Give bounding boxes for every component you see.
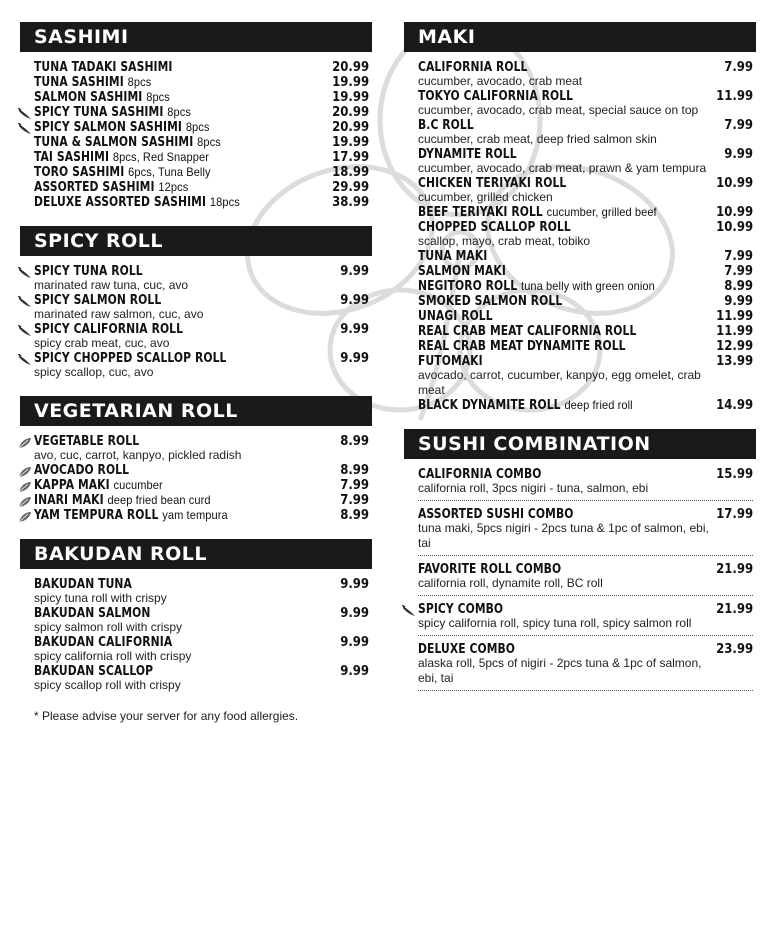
item-title: SALMON SASHIMI — [34, 90, 143, 105]
menu-item — [418, 220, 753, 249]
menu-item — [34, 264, 369, 293]
leaf-icon — [18, 495, 32, 507]
item-name — [34, 293, 161, 308]
section-header: BAKUDAN ROLL — [20, 539, 372, 569]
item-price: 7.99 — [340, 478, 369, 493]
item-price: 7.99 — [724, 60, 753, 75]
menu-item — [418, 249, 753, 264]
item-price: 21.99 — [715, 602, 753, 617]
item-name — [418, 294, 562, 309]
item-price: 8.99 — [340, 463, 369, 478]
item-name — [34, 120, 210, 135]
menu-item — [34, 90, 369, 105]
item-title: AVOCADO ROLL — [34, 463, 130, 478]
item-inline-desc: 8pcs — [146, 90, 170, 104]
section-header: SPICY ROLL — [20, 226, 372, 256]
item-price: 9.99 — [340, 293, 369, 308]
item-title: DELUXE COMBO — [418, 642, 516, 657]
menu-item — [418, 89, 753, 118]
item-desc: spicy salmon roll with crispy — [34, 620, 183, 634]
item-name — [418, 324, 636, 339]
item-title: SPICY CALIFORNIA ROLL — [34, 322, 184, 337]
chili-pepper-icon — [18, 353, 32, 365]
item-title: CALIFORNIA COMBO — [418, 467, 542, 482]
item-desc: cucumber, avocado, crab meat, special sauce on top — [418, 103, 699, 117]
item-title: TUNA TADAKI SASHIMI — [34, 60, 173, 75]
item-price: 29.99 — [331, 180, 369, 195]
item-title: BEEF TERIYAKI ROLL — [418, 205, 543, 220]
menu-item — [34, 434, 369, 463]
menu-item — [418, 602, 753, 636]
item-price: 19.99 — [331, 75, 369, 90]
item-name — [418, 562, 561, 577]
item-inline-desc: 6pcs, Tuna Belly — [128, 165, 211, 179]
chili-pepper-icon — [18, 266, 32, 278]
item-title: BLACK DYNAMITE ROLL — [418, 398, 561, 413]
chili-pepper-icon — [402, 604, 416, 616]
menu-item — [34, 165, 369, 180]
item-name — [34, 478, 163, 493]
item-desc: marinated raw salmon, cuc, avo — [34, 307, 204, 321]
section-header: SASHIMI — [20, 22, 372, 52]
item-price: 20.99 — [331, 60, 369, 75]
item-price: 10.99 — [715, 220, 753, 235]
item-price: 23.99 — [715, 642, 753, 657]
menu-item — [418, 279, 753, 294]
item-name — [34, 606, 150, 621]
item-name — [418, 602, 503, 617]
item-title: SPICY COMBO — [418, 602, 504, 617]
item-title: SMOKED SALMON ROLL — [418, 294, 563, 309]
item-price: 21.99 — [715, 562, 753, 577]
item-name — [418, 89, 573, 104]
menu-section — [404, 22, 756, 413]
item-name — [34, 493, 211, 508]
item-name — [418, 354, 483, 369]
leaf-icon — [18, 436, 32, 448]
item-price: 38.99 — [331, 195, 369, 210]
section-header: VEGETARIAN ROLL — [20, 396, 372, 426]
item-name — [34, 463, 129, 478]
item-title: TUNA MAKI — [418, 249, 488, 264]
item-name — [34, 135, 221, 150]
menu-item — [418, 60, 753, 89]
item-inline-desc: cucumber — [113, 478, 163, 492]
item-name — [34, 322, 183, 337]
menu-item — [418, 118, 753, 147]
item-price: 9.99 — [724, 294, 753, 309]
item-price: 10.99 — [715, 176, 753, 191]
item-title: VEGETABLE ROLL — [34, 434, 140, 449]
item-title: TUNA SASHIMI — [34, 75, 124, 90]
item-price: 17.99 — [715, 507, 753, 522]
item-title: B.C ROLL — [418, 118, 474, 133]
item-desc: cucumber, avocado, crab meat, prawn & yam tempura — [418, 161, 707, 175]
item-title: TUNA & SALMON SASHIMI — [34, 135, 194, 150]
item-name — [418, 398, 633, 413]
item-desc: cucumber, avocado, crab meat — [418, 74, 583, 88]
item-price: 11.99 — [715, 309, 753, 324]
item-title: BAKUDAN SALMON — [34, 606, 151, 621]
menu-section — [20, 539, 372, 693]
item-inline-desc: 8pcs — [197, 135, 221, 149]
menu-item — [34, 508, 369, 523]
menu-item — [418, 507, 753, 556]
item-desc: california roll, 3pcs nigiri - tuna, salmon, ebi — [418, 481, 649, 495]
menu-item — [34, 577, 369, 606]
item-price: 12.99 — [715, 339, 753, 354]
item-price: 19.99 — [331, 90, 369, 105]
item-title: SPICY TUNA ROLL — [34, 264, 143, 279]
menu-item — [34, 606, 369, 635]
item-desc: marinated raw tuna, cuc, avo — [34, 278, 189, 292]
item-name — [34, 90, 170, 105]
item-title: FUTOMAKI — [418, 354, 483, 369]
item-desc: spicy tuna roll with crispy — [34, 591, 167, 605]
item-name — [418, 467, 542, 482]
item-name — [418, 642, 515, 657]
item-desc: avo, cuc, carrot, kanpyo, pickled radish — [34, 448, 242, 462]
item-name — [34, 165, 211, 180]
item-name — [34, 664, 153, 679]
item-name — [34, 195, 240, 210]
item-desc: spicy crab meat, cuc, avo — [34, 336, 170, 350]
item-title: KAPPA MAKI — [34, 478, 110, 493]
item-title: CHICKEN TERIYAKI ROLL — [418, 176, 567, 191]
item-title: CALIFORNIA ROLL — [418, 60, 528, 75]
menu-item — [418, 264, 753, 279]
menu-item — [34, 195, 369, 210]
menu-item — [418, 205, 753, 220]
menu-item — [34, 322, 369, 351]
menu-section — [20, 22, 372, 210]
menu-item — [34, 150, 369, 165]
item-title: SPICY SALMON SASHIMI — [34, 120, 182, 135]
item-name — [418, 205, 657, 220]
item-title: TAI SASHIMI — [34, 150, 110, 165]
item-desc: spicy scallop, cuc, avo — [34, 365, 154, 379]
item-title: SPICY SALMON ROLL — [34, 293, 162, 308]
item-title: SPICY TUNA SASHIMI — [34, 105, 164, 120]
item-inline-desc: deep fried bean curd — [107, 493, 211, 507]
menu-item — [34, 135, 369, 150]
menu-item — [34, 351, 369, 380]
leaf-icon — [18, 465, 32, 477]
item-price: 7.99 — [724, 118, 753, 133]
right-column — [404, 22, 756, 707]
item-title: YAM TEMPURA ROLL — [34, 508, 159, 523]
chili-pepper-icon — [18, 295, 32, 307]
item-name — [34, 351, 226, 366]
item-price: 8.99 — [340, 508, 369, 523]
item-price: 8.99 — [340, 434, 369, 449]
item-title: DELUXE ASSORTED SASHIMI — [34, 195, 207, 210]
menu-section — [20, 226, 372, 380]
menu-section — [404, 429, 756, 691]
item-name — [34, 180, 188, 195]
item-title: BAKUDAN CALIFORNIA — [34, 635, 173, 650]
item-desc: spicy california roll, spicy tuna roll, spicy salmon roll — [418, 616, 692, 630]
item-name — [418, 147, 517, 162]
menu-item — [34, 180, 369, 195]
item-price: 17.99 — [331, 150, 369, 165]
item-inline-desc: tuna belly with green onion — [521, 279, 655, 293]
menu-item — [34, 664, 369, 693]
item-desc: spicy california roll with crispy — [34, 649, 192, 663]
menu-item — [418, 324, 753, 339]
item-name — [418, 249, 487, 264]
item-inline-desc: 8pcs — [127, 75, 152, 89]
menu-item — [418, 398, 753, 413]
item-inline-desc: 18pcs — [209, 195, 240, 209]
item-name — [34, 434, 139, 449]
item-title: FAVORITE ROLL COMBO — [418, 562, 562, 577]
item-name — [34, 508, 228, 523]
item-name — [418, 118, 474, 133]
chili-pepper-icon — [18, 324, 32, 336]
item-desc: cucumber, crab meat, deep fried salmon skin — [418, 132, 657, 146]
menu-item — [418, 467, 753, 501]
menu-item — [418, 309, 753, 324]
item-inline-desc: 8pcs — [167, 105, 191, 119]
item-desc: california roll, dynamite roll, BC roll — [418, 576, 603, 590]
item-title: TOKYO CALIFORNIA ROLL — [418, 89, 574, 104]
leaf-icon — [18, 510, 32, 522]
item-title: DYNAMITE ROLL — [418, 147, 517, 162]
item-title: TORO SASHIMI — [34, 165, 125, 180]
item-price: 13.99 — [715, 354, 753, 369]
item-title: REAL CRAB MEAT DYNAMITE ROLL — [418, 339, 626, 354]
item-name — [418, 264, 506, 279]
item-price: 10.99 — [715, 205, 753, 220]
item-title: ASSORTED SASHIMI — [34, 180, 155, 195]
item-name — [418, 507, 573, 522]
item-desc: alaska roll, 5pcs of nigiri - 2pcs tuna & 1pc of salmon, ebi, tai — [418, 656, 702, 685]
item-title: CHOPPED SCALLOP ROLL — [418, 220, 571, 235]
item-name — [418, 60, 527, 75]
menu-item — [418, 147, 753, 176]
menu-item — [418, 294, 753, 309]
item-title: BAKUDAN TUNA — [34, 577, 132, 592]
menu-item — [34, 293, 369, 322]
item-desc: spicy scallop roll with crispy — [34, 678, 181, 692]
allergy-footnote: * Please advise your server for any food allergies. — [34, 709, 299, 723]
menu-item — [34, 478, 369, 493]
item-price: 18.99 — [331, 165, 369, 180]
item-price: 15.99 — [715, 467, 753, 482]
item-price: 7.99 — [724, 249, 753, 264]
item-name — [34, 577, 132, 592]
menu-item — [34, 105, 369, 120]
item-desc: scallop, mayo, crab meat, tobiko — [418, 234, 591, 248]
menu-item — [34, 120, 369, 135]
item-title: UNAGI ROLL — [418, 309, 493, 324]
item-name — [34, 150, 209, 165]
item-price: 14.99 — [715, 398, 753, 413]
menu-item — [34, 60, 369, 75]
item-price: 19.99 — [331, 135, 369, 150]
item-price: 8.99 — [724, 279, 753, 294]
item-price: 20.99 — [331, 105, 369, 120]
item-price: 7.99 — [724, 264, 753, 279]
section-header: SUSHI COMBINATION — [404, 429, 756, 459]
item-desc: tuna maki, 5pcs nigiri - 2pcs tuna & 1pc of salmon, ebi, tai — [418, 521, 709, 550]
item-name — [34, 60, 173, 75]
item-title: ASSORTED SUSHI COMBO — [418, 507, 574, 522]
item-price: 9.99 — [340, 351, 369, 366]
item-desc: cucumber, grilled chicken — [418, 190, 553, 204]
item-name — [34, 264, 143, 279]
menu-item — [34, 493, 369, 508]
item-title: BAKUDAN SCALLOP — [34, 664, 154, 679]
item-price: 9.99 — [724, 147, 753, 162]
item-price: 9.99 — [340, 264, 369, 279]
item-name — [418, 339, 626, 354]
item-inline-desc: 12pcs — [158, 180, 189, 194]
menu-section — [20, 396, 372, 523]
item-inline-desc: yam tempura — [162, 508, 228, 522]
section-header: MAKI — [404, 22, 756, 52]
item-name — [34, 635, 172, 650]
menu-item — [418, 176, 753, 205]
item-name — [418, 279, 655, 294]
item-inline-desc: cucumber, grilled beef — [546, 205, 657, 219]
item-name — [34, 75, 151, 90]
item-inline-desc: deep fried roll — [564, 398, 633, 412]
item-name — [418, 176, 566, 191]
item-price: 11.99 — [715, 324, 753, 339]
item-price: 20.99 — [331, 120, 369, 135]
chili-pepper-icon — [18, 122, 32, 134]
item-inline-desc: 8pcs — [185, 120, 210, 134]
item-title: NEGITORO ROLL — [418, 279, 518, 294]
item-price: 9.99 — [340, 606, 369, 621]
item-price: 9.99 — [340, 322, 369, 337]
item-title: SPICY CHOPPED SCALLOP ROLL — [34, 351, 227, 366]
menu-item — [418, 339, 753, 354]
item-title: INARI MAKI — [34, 493, 104, 508]
menu-item — [34, 635, 369, 664]
leaf-icon — [18, 480, 32, 492]
item-name — [34, 105, 191, 120]
item-price: 9.99 — [340, 664, 369, 679]
item-desc: avocado, carrot, cucumber, kanpyo, egg omelet, crab meat — [418, 368, 701, 397]
item-price: 11.99 — [715, 89, 753, 104]
chili-pepper-icon — [18, 107, 32, 119]
item-name — [418, 220, 571, 235]
item-price: 7.99 — [340, 493, 369, 508]
item-price: 9.99 — [340, 577, 369, 592]
menu-item — [418, 354, 753, 398]
menu-item — [34, 463, 369, 478]
menu-item — [418, 642, 753, 691]
left-column — [20, 22, 372, 723]
item-title: REAL CRAB MEAT CALIFORNIA ROLL — [418, 324, 637, 339]
menu-item — [34, 75, 369, 90]
menu-item — [418, 562, 753, 596]
item-title: SALMON MAKI — [418, 264, 506, 279]
item-price: 9.99 — [340, 635, 369, 650]
item-inline-desc: 8pcs, Red Snapper — [112, 150, 209, 164]
item-name — [418, 309, 493, 324]
